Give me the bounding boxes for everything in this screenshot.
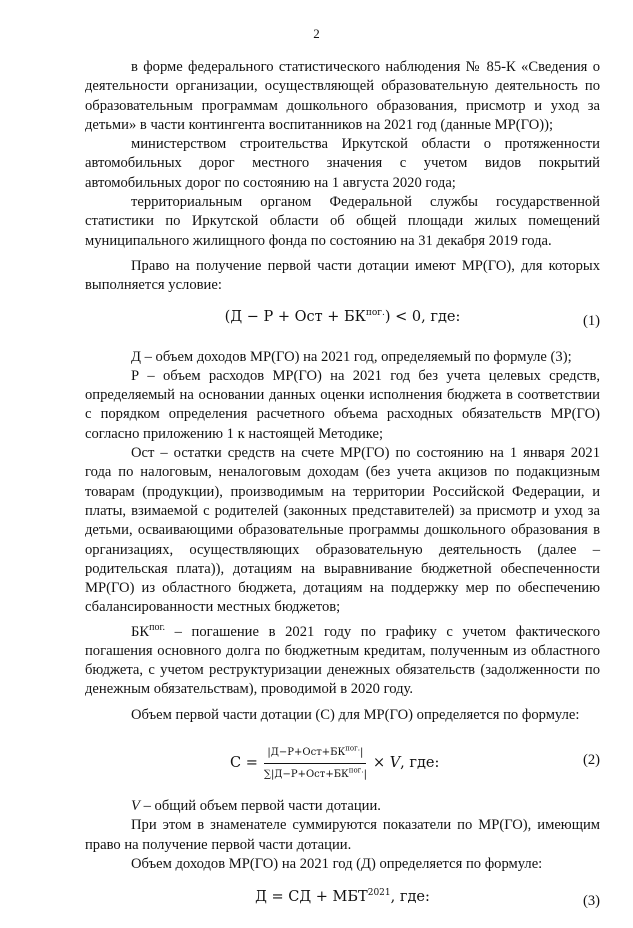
formula-1-expression: (Д − Р + Ост + $БК^{пог.}) < 0$, где: [224,307,461,325]
formula-2-number: (2) [582,752,600,769]
formula-2 [85,739,600,783]
definition-ost: Ост – остатки средств на счете МР(ГО) по состоянию на 1 января 2021 года по налоговым, неналоговым доходам (без учета акцизов по подакцизным товарам (продукции), производимым на территории Российской Федерации, и платы, взимаемой с родителей (законных представителей) за присмотр и уход за детьми, осваивающими образовательные программы дошкольного образования в организациях, осуществляющих образовательную деятельность (далее – родительская плата)), дотациям на выравнивание бюджетной обеспеченности МР(ГО) из областного бюджета, дотациям на поддержку мер по обеспечению сбалансированности местных бюджетов; [85,445,600,616]
formula-1 [85,308,600,336]
paragraph-denominator-note: При этом в знаменателе суммируются показатели по МР(ГО), имеющим право на получение первой части дотации. [85,817,600,853]
formula-1-number: (1) [582,312,600,329]
definition-r: Р – объем расходов МР(ГО) на 2021 год без учета целевых средств, определяемый на основании данных оценки исполнения бюджета в соответствии с порядком определения расчетного объема расходных обязательств МР(ГО) согласно приложению 1 к настоящей Методике; [85,367,600,442]
formula-3-number: (3) [582,893,600,910]
definition-d: Д – объем доходов МР(ГО) на 2021 год, определяемый по формуле (3); [131,348,572,365]
paragraph-form-85k: в форме федерального статистического наблюдения № 85-К «Сведения о деятельности организации, осуществляющей образовательную деятельность по образовательным программам дошкольного образования, присмотр и уход за детьми» в части контингента воспитанников на 2021 год (данные МР(ГО)); [85,59,600,133]
page-number: 2 [313,26,320,41]
formula-3 [85,888,600,916]
paragraph-volume-intro: Объем первой части дотации (С) для МР(ГО) определяется по формуле: [131,706,580,723]
paragraph-roads: министерством строительства Иркутской области о протяженности автомобильных дорог местного значения с учетом видов покрытий автомобильных дорог по состоянию на 1 августа 2020 года; [85,136,600,191]
formula-2-fraction: $\frac{|Д-Р+Ост+БК^{пог.}|}{\sum|Д-Р+Ост+БК^{пог.}|}$ [263,744,367,781]
paragraph-right-condition: Право на получение первой части дотации имеют МР(ГО), для которых выполняется условие: [85,257,600,294]
paragraph-housing: территориальным органом Федеральной службы государственной статистики по Иркутской области об общей площади жилых помещений муниципального жилищного фонда по состоянию на 31 декабря 2019 года. [85,194,600,249]
formula-2-expression: С = $\frac{|Д-Р+Ост+БК^{пог.}|}{\sum|Д-Р+Ост+БК^{пог.}|}$ × V , где: [230,743,439,785]
definition-v: V – общий объем первой части дотации. [131,798,381,815]
definition-bk: $БК^{пог.}$ – погашение в 2021 году по графику с учетом фактического погашения основного долга по бюджетным кредитам, полученным из областного бюджета, с учетом реструктуризации денежных обязательств (задолженности по денежным обязательствам), проводимой в 2020 году. [85,621,600,698]
paragraph-income-intro: Объем доходов МР(ГО) на 2021 год (Д) определяется по формуле: [131,855,543,872]
formula-3-expression: Д = СД + $МБТ^{2021}$, где: [255,888,430,906]
document-body [85,58,600,928]
